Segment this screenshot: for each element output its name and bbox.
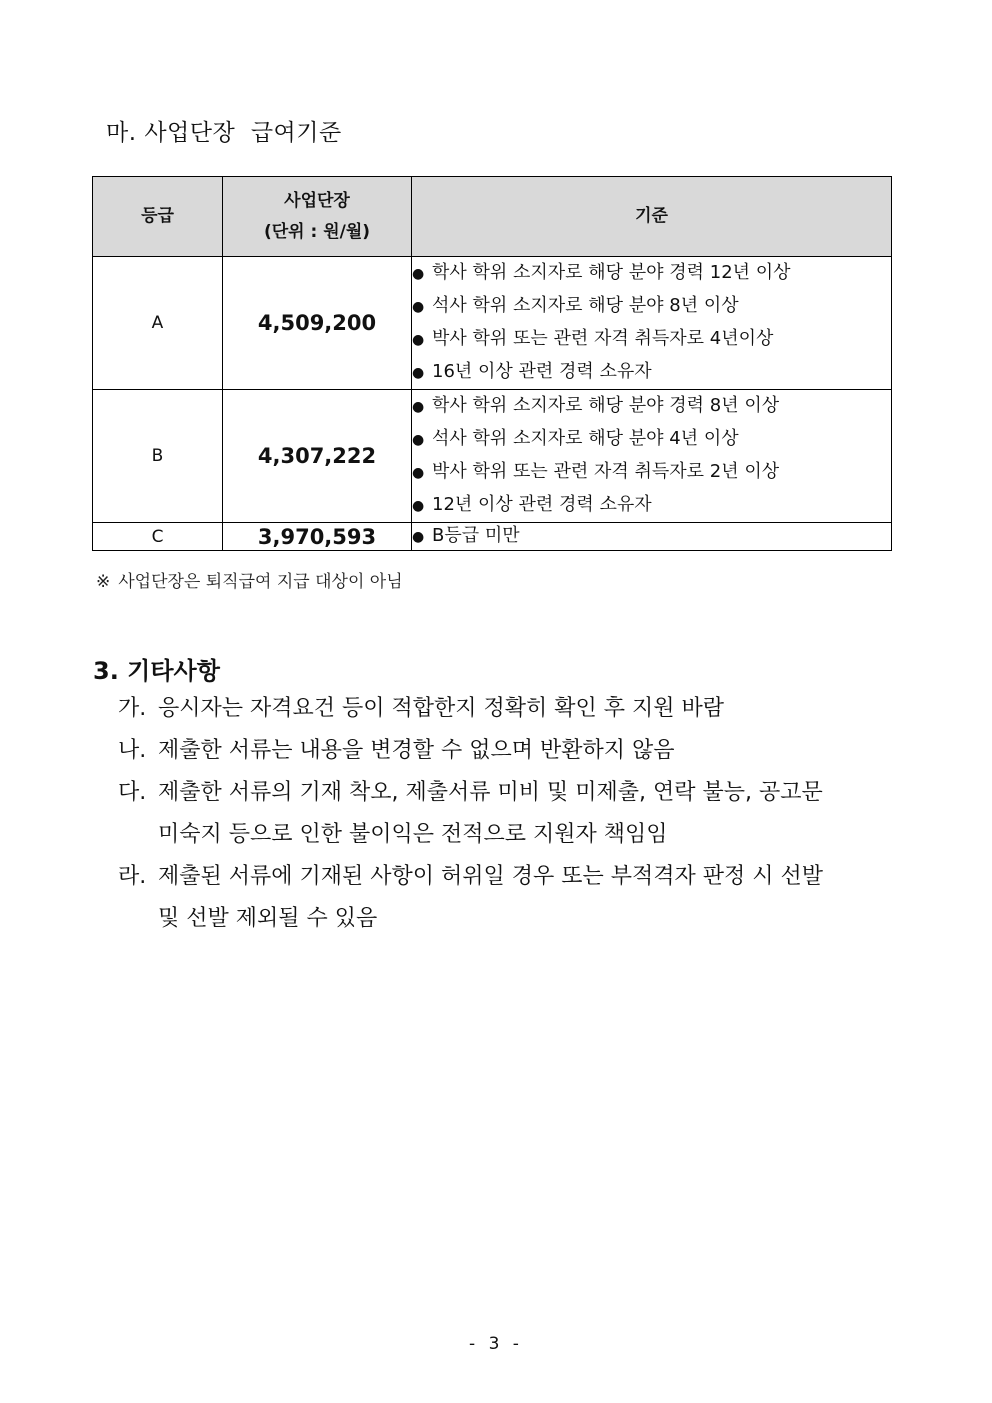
header-amount-title: 사업단장 [284, 190, 350, 211]
criteria-item: ● 학사 학위 소지자로 해당 분야 경력 8년 이상 [412, 390, 891, 423]
item-text: 제출한 서류는 내용을 변경할 수 없으며 반환하지 않음 [158, 738, 675, 763]
criteria-list [412, 390, 891, 522]
criteria-item: ● 12년 이상 관련 경력 소유자 [412, 489, 891, 522]
criteria-list [412, 257, 891, 389]
item-label: 나. [118, 738, 147, 763]
item-text: 제출한 서류의 기재 착오, 제출서류 미비 및 미제출, 연락 불능, 공고문 미숙지 등으로 인한 불이익은 전적으로 지원자 책임임 [158, 780, 823, 847]
item-text: 응시자는 자격요건 등이 적합한지 정확히 확인 후 지원 바람 [158, 696, 724, 721]
amount-cell: 3,970,593 [223, 523, 412, 551]
criteria-item: ● B등급 미만 [412, 523, 891, 550]
criteria-item: ● 석사 학위 소지자로 해당 분야 4년 이상 [412, 423, 891, 456]
header-grade: 등급 [93, 177, 223, 257]
criteria-item: ● 석사 학위 소지자로 해당 분야 8년 이상 [412, 290, 891, 323]
grade-cell: C [93, 523, 223, 551]
note-text: 사업단장은 퇴직급여 지급 대상이 아님 [118, 572, 403, 592]
bullet-icon: ● [412, 266, 425, 282]
header-amount-unit: (단위 : 원/월) [263, 221, 371, 242]
item-label: 라. [118, 864, 147, 889]
list-item [118, 730, 893, 772]
criteria-cell [412, 523, 892, 551]
criteria-item: ● 학사 학위 소지자로 해당 분야 경력 12년 이상 [412, 257, 891, 290]
criteria-cell [412, 390, 892, 523]
bullet-icon: ● [412, 465, 425, 481]
other-items-list [118, 688, 893, 940]
criteria-cell [412, 257, 892, 390]
table-note [96, 567, 403, 592]
amount-cell: 4,509,200 [223, 257, 412, 390]
bullet-icon: ● [412, 299, 425, 315]
other-section-title: 3. 기타사항 [93, 657, 220, 685]
list-item [118, 688, 893, 730]
amount-cell: 4,307,222 [223, 390, 412, 523]
bullet-icon: ● [412, 498, 425, 514]
list-item [118, 772, 893, 856]
header-criteria: 기준 [412, 177, 892, 257]
reference-mark-icon: ※ [96, 572, 111, 592]
criteria-item: ● 박사 학위 또는 관련 자격 취득자로 4년이상 [412, 323, 891, 356]
item-label: 가. [118, 696, 147, 721]
criteria-item: ● 박사 학위 또는 관련 자격 취득자로 2년 이상 [412, 456, 891, 489]
table-row [93, 523, 892, 551]
page-number: - 3 - [469, 1334, 523, 1354]
salary-table [92, 176, 892, 551]
grade-cell: A [93, 257, 223, 390]
table-row [93, 257, 892, 390]
bullet-icon: ● [412, 365, 425, 381]
list-item [118, 856, 893, 940]
table-row [93, 390, 892, 523]
item-text: 제출된 서류에 기재된 사항이 허위일 경우 또는 부적격자 판정 시 선발 및 선발 제외될 수 있음 [158, 864, 823, 931]
section-heading: 마. 사업단장 급여기준 [106, 120, 342, 146]
bullet-icon: ● [412, 529, 425, 545]
header-amount [223, 177, 412, 257]
item-label: 다. [118, 780, 147, 805]
bullet-icon: ● [412, 332, 425, 348]
criteria-list [412, 523, 891, 550]
bullet-icon: ● [412, 432, 425, 448]
bullet-icon: ● [412, 399, 425, 415]
table-header-row [93, 177, 892, 257]
criteria-item: ● 16년 이상 관련 경력 소유자 [412, 356, 891, 389]
grade-cell: B [93, 390, 223, 523]
